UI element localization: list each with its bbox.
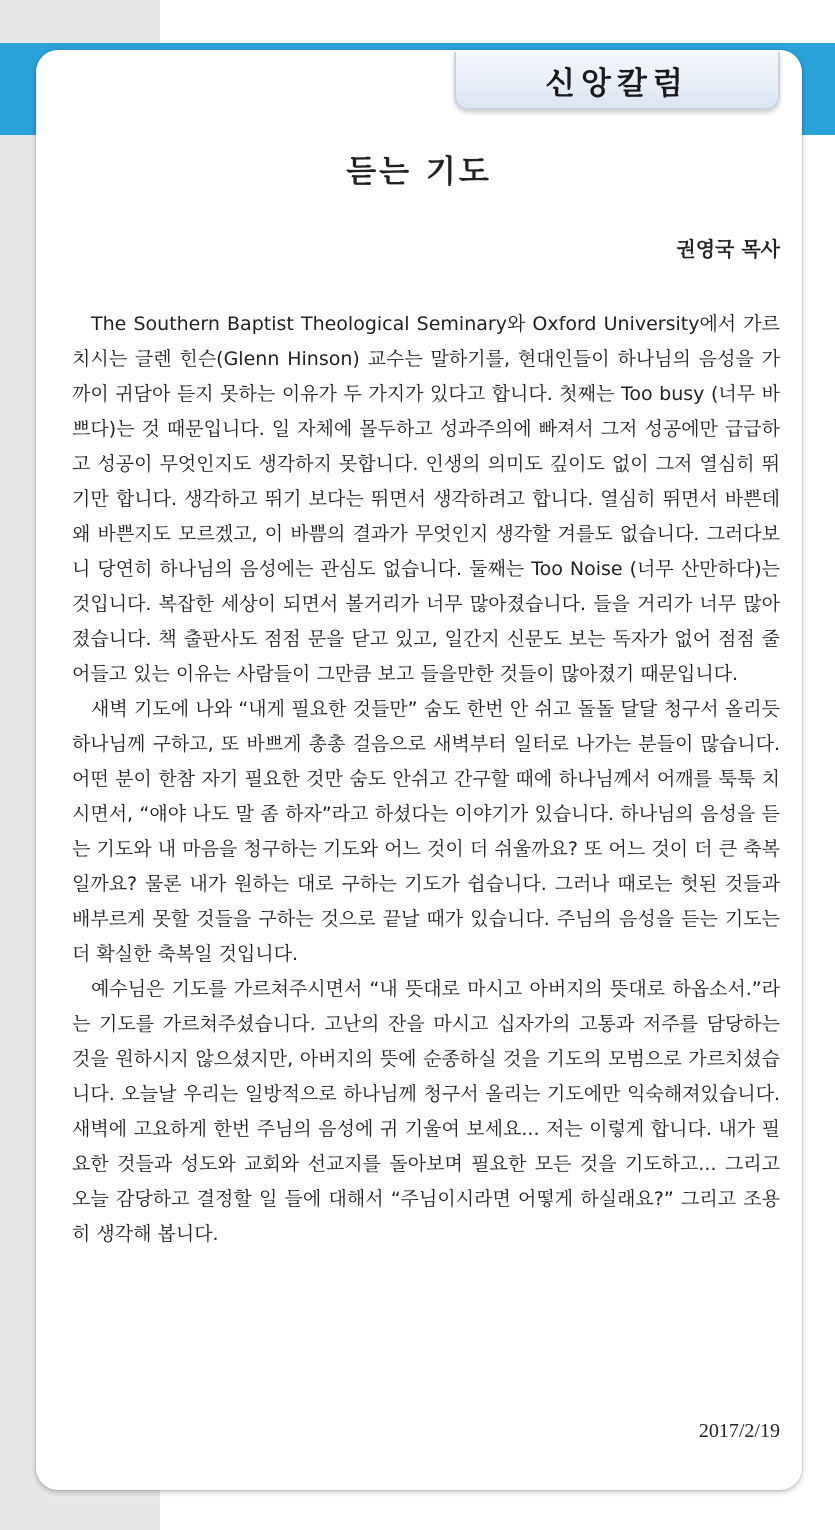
body-paragraph-1: The Southern Baptist Theological Seminary와 Oxford University에서 가르치시는 글렌 힌슨(Glenn Hinson) 교수는 말하기를, 현대인들이 하나님의 음성을 가까이 귀담아 듣지 못하는 이유가 두 가지가 있다고 합니다. 첫째는 Too busy (너무 바쁘다)는 것 때문입니다. 일 자체에 몰두하고 성과주의에 빠져서 그저 성공에만 급급하고 성공이 무엇인지도 생각하지 못합니다. 인생의 의미도 깊이도 없이 그저 열심히 뛰기만 합니다. 생각하고 뛰기 보다는 뛰면서 생각하려고 합니다. 열심히 뛰면서 바쁜데 왜 바쁜지도 모르겠고, 이 바쁨의 결과가 무엇인지 생각할 겨를도 없습니다. 그러다보니 당연히 하나님의 음성에는 관심도 없습니다. 둘째는 Too Noise (너무 산만하다)는 것입니다. 복잡한 세상이 되면서 볼거리가 너무 많아졌습니다. 들을 거리가 너무 많아졌습니다. 책 출판사도 점점 문을 닫고 있고, 일간지 신문도 보는 독자가 없어 점점 줄어들고 있는 이유는 사람들이 그만큼 보고 들을만한 것들이 많아졌기 때문입니다. (72, 313, 780, 685)
body-paragraph-3: 예수님은 기도를 가르쳐주시면서 “내 뜻대로 마시고 아버지의 뜻대로 하옵소서.”라는 기도를 가르쳐주셨습니다. 고난의 잔을 마시고 십자가의 고통과 저주를 담당하는 것을 원하시지 않으셨지만, 아버지의 뜻에 순종하실 것을 기도의 모범으로 가르치셨습니다. 오늘날 우리는 일방적으로 하나님께 청구서 올리는 기도에만 익숙해져있습니다. 새벽에 고요하게 한번 주님의 음성에 귀 기울여 보세요... 저는 이렇게 합니다. 내가 필요한 것들과 성도와 교회와 선교지를 돌아보며 필요한 모든 것을 기도하고... 그리고 오늘 감당하고 결정할 일 들에 대해서 “주님이시라면 어떻게 하실래요?” 그리고 조용히 생각해 봅니다. (72, 978, 780, 1245)
article-body (72, 307, 780, 1252)
section-tab-label: 신앙칼럼 (545, 65, 689, 102)
article-author: 권영국 목사 (676, 237, 780, 261)
body-paragraph-2: 새벽 기도에 나와 “내게 필요한 것들만” 숨도 한번 안 쉬고 돌돌 달달 청구서 올리듯 하나님께 구하고, 또 바쁘게 총총 걸음으로 새벽부터 일터로 나가는 분들이 많습니다. 어떤 분이 한참 자기 필요한 것만 숨도 안쉬고 간구할 때에 하나님께서 어깨를 툭툭 치시면서, “얘야 나도 말 좀 하자”라고 하셨다는 이야기가 있습니다. 하나님의 음성을 듣는 기도와 내 마음을 청구하는 기도와 어느 것이 더 쉬울까요? 또 어느 것이 더 큰 축복일까요? 물론 내가 원하는 대로 구하는 기도가 쉽습니다. 그러나 때로는 헛된 것들과 배부르게 못할 것들을 구하는 것으로 끝날 때가 있습니다. 주님의 음성을 듣는 기도는 더 확실한 축복일 것입니다. (72, 698, 780, 965)
article-title: 듣는 기도 (346, 154, 492, 190)
article-date: 2017/2/19 (698, 1420, 780, 1442)
section-tab (454, 52, 780, 110)
